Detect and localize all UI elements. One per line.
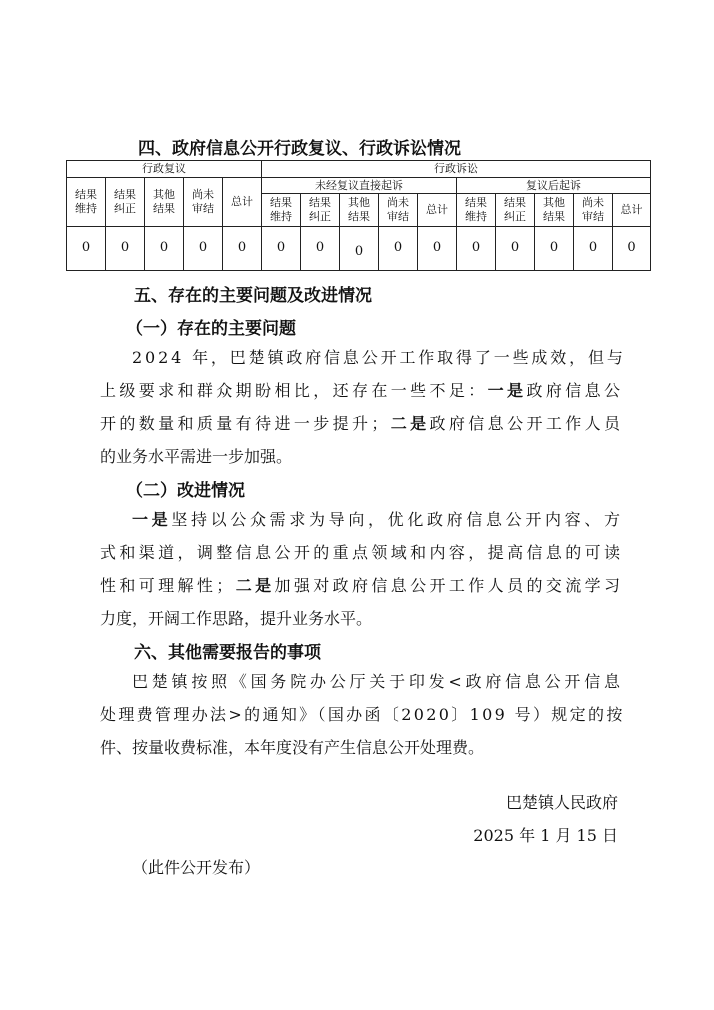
table-cell: 0 [613, 227, 651, 271]
paragraph-line [100, 606, 620, 629]
group-header-litigation: 行政诉讼 [262, 161, 651, 178]
col-header: 结果 维持 [67, 178, 106, 227]
text-run: 的业务水平需进一步加强。 [100, 447, 293, 466]
section5-title: 五、存在的主要问题及改进情况 [134, 286, 372, 306]
col-header: 结果 纠正 [496, 194, 535, 227]
text-run: 政府信息公开工作人员 [429, 414, 624, 433]
subgroup-header-direct: 未经复议直接起诉 [262, 178, 457, 194]
paragraph-line [100, 735, 620, 758]
section6-title: 六、其他需要报告的事项 [134, 643, 321, 663]
signature-date: 2025 年 1 月 15 日 [473, 826, 618, 845]
text-run: 加强对政府信息公开工作人员的交流学习 [274, 576, 624, 595]
paragraph-line [132, 669, 624, 692]
table-cell: 0 [301, 227, 340, 271]
col-header: 结果 纠正 [106, 178, 145, 227]
table-cell: 0 [106, 227, 145, 271]
signature-org: 巴楚镇人民政府 [505, 793, 618, 812]
table-cell: 0 [262, 227, 301, 271]
col-header: 结果 维持 [262, 194, 301, 227]
text-run-bold: 一是 [132, 510, 172, 529]
section4-title: 四、政府信息公开行政复议、行政诉讼情况 [138, 139, 461, 159]
text-run: 式和渠道，调整信息公开的重点领域和内容，提高信息的可读 [100, 543, 624, 562]
review-litigation-table [66, 160, 651, 271]
paragraph-line [100, 411, 624, 434]
table-cell: 0 [496, 227, 535, 271]
paragraph-line [100, 444, 620, 467]
group-header-review: 行政复议 [67, 161, 262, 178]
table-cell: 0 [574, 227, 613, 271]
col-header: 总计 [223, 178, 262, 227]
col-header: 结果 纠正 [301, 194, 340, 227]
col-header: 结果 维持 [457, 194, 496, 227]
paragraph-line [132, 507, 624, 530]
table-cell: 0 [184, 227, 223, 271]
paragraph-line [100, 573, 624, 596]
table-cell: 0 [67, 227, 106, 271]
text-run: 上级要求和群众期盼相比，还存在一些不足： [100, 381, 488, 400]
paragraph-line [100, 540, 624, 563]
col-header: 总计 [418, 194, 457, 227]
text-run: 处理费管理办法>的通知》（国办函〔2020〕109 号）规定的按 [100, 705, 625, 724]
sub-heading-problems: （一）存在的主要问题 [126, 319, 296, 339]
col-header: 其他 结果 [535, 194, 574, 227]
subgroup-header-after: 复议后起诉 [457, 178, 651, 194]
text-run: 2024 年，巴楚镇政府信息公开工作取得了一些成效，但与 [132, 348, 626, 367]
col-header: 尚未 审结 [574, 194, 613, 227]
col-header: 其他 结果 [340, 194, 379, 227]
text-run-bold: 二是 [235, 576, 275, 595]
col-header: 其他 结果 [145, 178, 184, 227]
sub-heading-improvements: （二）改进情况 [126, 481, 245, 501]
paragraph-line [132, 345, 626, 368]
table-cell: 0 [223, 227, 262, 271]
text-run: 件、按量收费标准，本年度没有产生信息公开处理费。 [100, 738, 485, 757]
paragraph-line [100, 378, 624, 401]
text-run: 开的数量和质量有待进一步提升； [100, 414, 391, 433]
table-cell: 0 [535, 227, 574, 271]
table-cell: 0 [340, 227, 379, 271]
publication-note: （此件公开发布） [132, 858, 261, 877]
col-header: 总计 [613, 194, 651, 227]
text-run: 坚持以公众需求为导向，优化政府信息公开内容、方 [171, 510, 624, 529]
table-cell: 0 [379, 227, 418, 271]
col-header: 尚未 审结 [184, 178, 223, 227]
text-run: 巴楚镇按照《国务院办公厅关于印发<政府信息公开信息 [132, 672, 624, 691]
text-run: 政府信息公 [526, 381, 624, 400]
paragraph-line [100, 702, 625, 725]
text-run: 性和可理解性； [100, 576, 236, 595]
col-header: 尚未 审结 [379, 194, 418, 227]
text-run: 力度，开阔工作思路，提升业务水平。 [100, 609, 373, 628]
table-cell: 0 [418, 227, 457, 271]
text-run-bold: 一是 [487, 381, 527, 400]
table-cell: 0 [145, 227, 184, 271]
table-cell: 0 [457, 227, 496, 271]
text-run-bold: 二是 [390, 414, 430, 433]
